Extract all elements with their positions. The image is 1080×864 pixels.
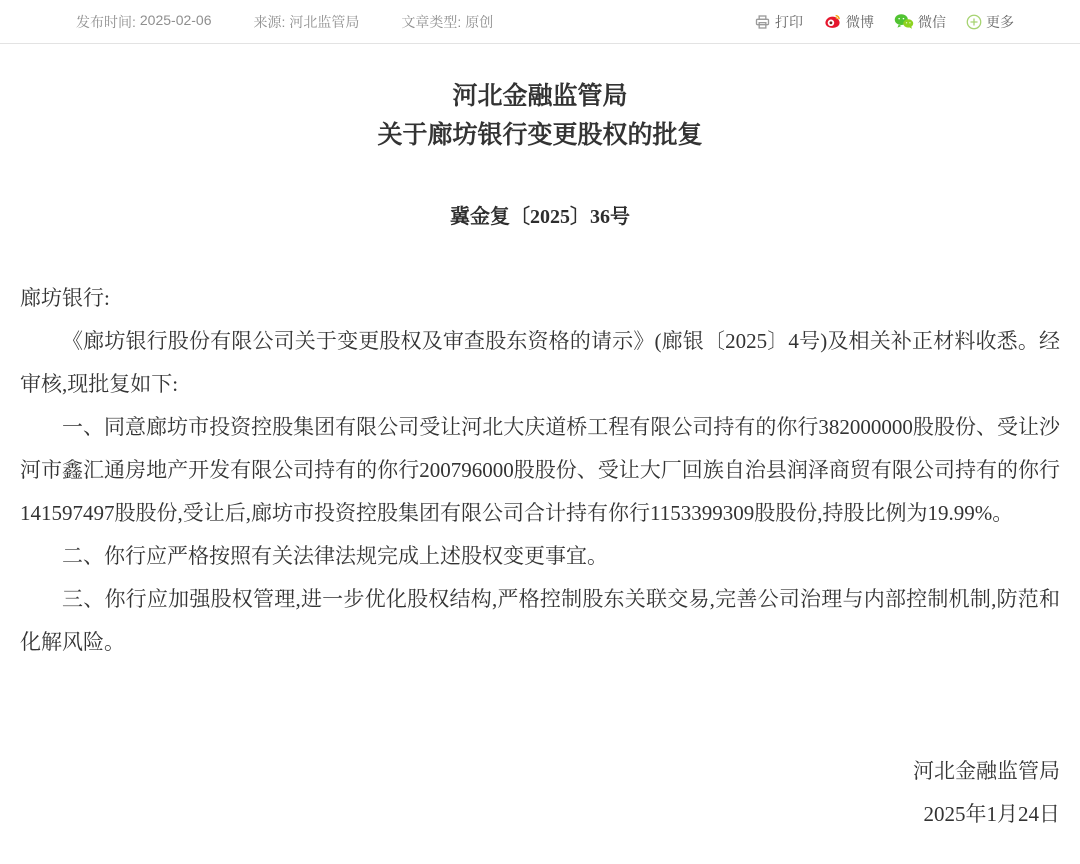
- signature-org: 河北金融监管局: [913, 759, 1060, 783]
- more-share-button[interactable]: [966, 12, 1014, 32]
- official-document: [0, 77, 1080, 836]
- share-weibo-button[interactable]: [823, 12, 874, 32]
- source-value: 河北监管局: [289, 13, 360, 30]
- document-title-line2: 关于廊坊银行变更股权的批复: [377, 121, 703, 149]
- print-button[interactable]: [754, 12, 803, 32]
- signature-date: 2025年1月24日: [923, 802, 1060, 826]
- document-text: [20, 277, 1060, 664]
- wechat-icon: [894, 13, 914, 30]
- article-type-value: 原创: [465, 13, 494, 30]
- paragraph-item-3: 三、你行应加强股权管理,进一步优化股权结构,严格控制股东关联交易,完善公司治理与内部控制机制,防范和化解风险。: [20, 587, 1060, 654]
- article-meta-bar: [0, 0, 1080, 44]
- meta-info: [76, 12, 493, 32]
- print-label: 打印: [775, 13, 803, 30]
- plus-circle-icon: [966, 14, 982, 30]
- article-type: [401, 12, 493, 32]
- printer-icon: [754, 14, 771, 30]
- publish-time: [76, 12, 212, 32]
- paragraph-item-1: 一、同意廊坊市投资控股集团有限公司受让河北大庆道桥工程有限公司持有的你行382000000股股份、受让沙河市鑫汇通房地产开发有限公司持有的你行200796000股股份、受让大厂回族自治县润泽商贸有限公司持有的你行141597497股股份,受让后,廊坊市投资控股集团有限公司合计持有你行1153399309股股份,持股比例为19.99%。: [20, 415, 1060, 525]
- article-type-label: 文章类型:: [401, 13, 462, 30]
- source: [254, 12, 360, 32]
- signature-block: [20, 750, 1060, 836]
- paragraph-item-2: 二、你行应严格按照有关法律法规完成上述股权变更事宜。: [62, 544, 608, 568]
- publish-time-label: 发布时间:: [76, 13, 136, 30]
- document-number: 冀金复〔2025〕36号: [450, 206, 630, 228]
- share-wechat-button[interactable]: [894, 12, 946, 32]
- salutation: 廊坊银行:: [20, 286, 110, 310]
- document-title-line1: 河北金融监管局: [452, 82, 628, 110]
- weibo-icon: [823, 13, 842, 30]
- more-label: 更多: [986, 13, 1014, 30]
- weibo-label: 微博: [846, 13, 874, 30]
- source-label: 来源:: [253, 13, 286, 30]
- share-actions: [754, 12, 1014, 32]
- paragraph-intro: 《廊坊银行股份有限公司关于变更股权及审查股东资格的请示》(廊银〔2025〕4号)及相关补正材料收悉。经审核,现批复如下:: [20, 329, 1060, 396]
- wechat-label: 微信: [918, 13, 946, 30]
- document-title: [20, 77, 1060, 155]
- publish-time-value: 2025-02-06: [139, 11, 212, 28]
